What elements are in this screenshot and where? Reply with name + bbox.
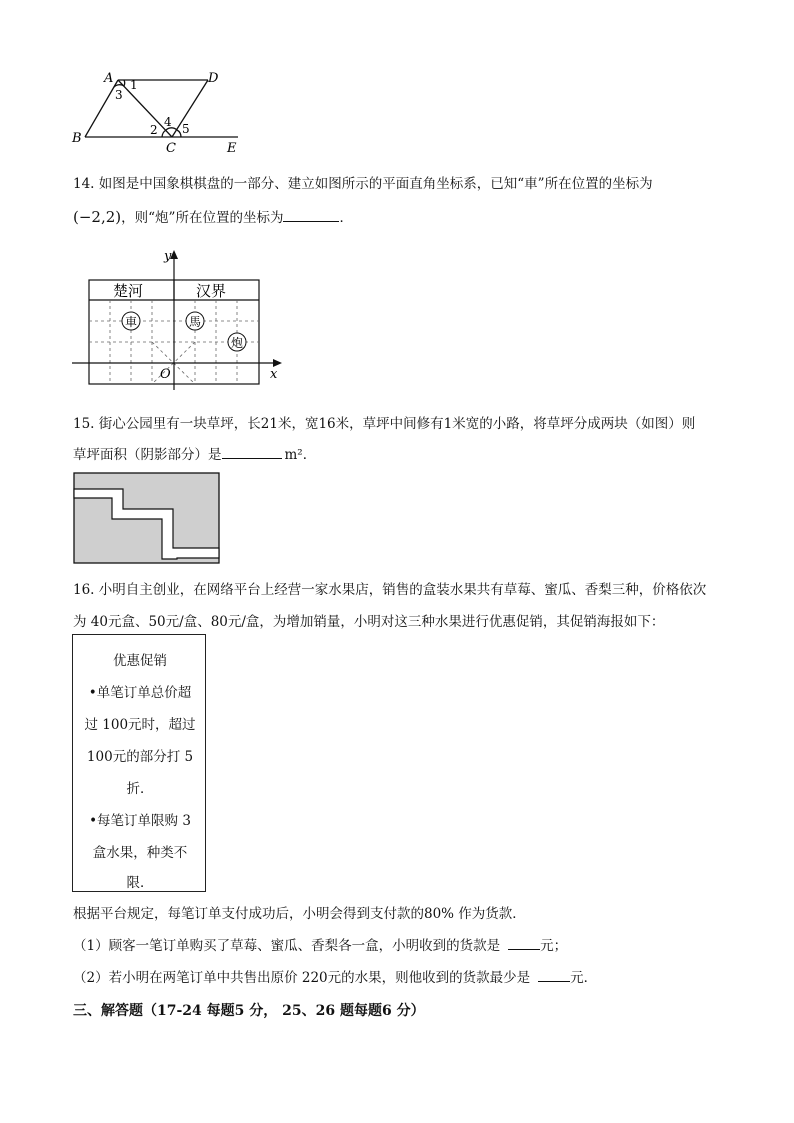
q16-line1	[73, 578, 706, 598]
q15-text-1: 街心公园里有一块草坪，长21米，宽16米，草坪中间修有1米宽的小路，将草坪分成两块（如图）则	[98, 416, 696, 432]
axis-y-label: y	[164, 249, 172, 264]
q15-number: 15.	[73, 416, 95, 432]
q14-period: ．	[339, 210, 353, 226]
label-1: 1	[130, 78, 138, 92]
promo-poster	[72, 634, 206, 892]
label-E: E	[227, 141, 237, 154]
q15-answer-blank[interactable]	[222, 446, 282, 459]
section-3-title: 三、解答题（17-24 每题5 分， 25、26 题每题6 分）	[73, 1003, 425, 1019]
q16-line2	[73, 610, 664, 630]
q16-text-1: 小明自主创业，在网络平台上经营一家水果店，销售的盒装水果共有草莓、蜜瓜、香梨三种，价格依次	[98, 582, 707, 598]
board-header-hanjie: 汉界	[196, 282, 227, 300]
piece-cannon: 炮	[231, 336, 244, 350]
q15-unit: m²	[284, 447, 303, 463]
origin-label: O	[160, 367, 171, 382]
piece-horse: 馬	[189, 315, 202, 329]
poster-line: 盒水果，种类不	[92, 845, 188, 861]
q16-rule-text: 根据平台规定，每笔订单支付成功后，小明会得到支付款的80% 作为货款．	[73, 906, 526, 922]
q14-text-2: ，则“炮”所在位置的坐标为	[121, 210, 284, 226]
q15-period: ．	[302, 447, 317, 463]
q16-rule	[73, 902, 526, 922]
q16-sub1-unit: 元；	[540, 938, 568, 954]
q15-line2	[73, 443, 316, 463]
label-C: C	[166, 141, 176, 154]
q16-sub1	[73, 934, 567, 954]
q16-text-2: 为 40元盒、50元/盒、80元/盒，为增加销量，小明对这三种水果进行优惠促销，其促销海报如下：	[73, 614, 665, 630]
q14-line1	[73, 172, 653, 192]
axis-x-label: x	[270, 367, 278, 382]
q16-sub2-text: （2）若小明在两笔订单中共售出原价 220元的水果，则他收到的货款最少是	[73, 970, 531, 986]
q14-line2	[73, 206, 353, 226]
q16-sub1-answer-blank[interactable]	[508, 937, 540, 950]
q14-coordinate: (−2,2)	[73, 208, 122, 226]
label-D: D	[208, 71, 219, 86]
q16-sub2-unit: 元．	[570, 970, 598, 986]
label-3: 3	[115, 88, 123, 102]
q16-sub1-text: （1）顾客一笔订单购买了草莓、蜜瓜、香梨各一盒，小明收到的货款是	[73, 938, 501, 954]
q14-text-1: 如图是中国象棋棋盘的一部分、建立如图所示的平面直角坐标系，已知“車”所在位置的坐标为	[98, 176, 653, 192]
label-B: B	[72, 131, 82, 146]
q14-number: 14.	[73, 176, 95, 192]
poster-line: •每笔订单限购 3	[89, 813, 191, 829]
poster-line: 折．	[126, 781, 154, 797]
q16-number: 16.	[73, 582, 95, 598]
q16-sub2	[73, 966, 597, 986]
label-2: 2	[150, 123, 158, 137]
q15-line1	[73, 412, 695, 432]
board-header-chuhe: 楚河	[113, 282, 144, 300]
label-5: 5	[182, 122, 190, 136]
poster-line: 过 100元时，超过	[84, 717, 196, 733]
q15-text-2: 草坪面积（阴影部分）是	[73, 447, 222, 463]
q13-parallelogram-figure	[66, 68, 256, 154]
q15-lawn-figure	[73, 472, 221, 566]
q14-chessboard-figure	[70, 246, 285, 392]
label-A: A	[104, 71, 114, 86]
poster-line: 100元的部分打 5	[86, 749, 194, 765]
q16-sub2-answer-blank[interactable]	[538, 969, 570, 982]
q14-answer-blank[interactable]	[283, 209, 339, 222]
poster-title: 优惠促销	[113, 653, 167, 669]
piece-car: 車	[125, 315, 138, 329]
poster-line: •单笔订单总价超	[88, 685, 192, 701]
poster-line: 限．	[126, 875, 154, 891]
label-4: 4	[164, 115, 172, 129]
